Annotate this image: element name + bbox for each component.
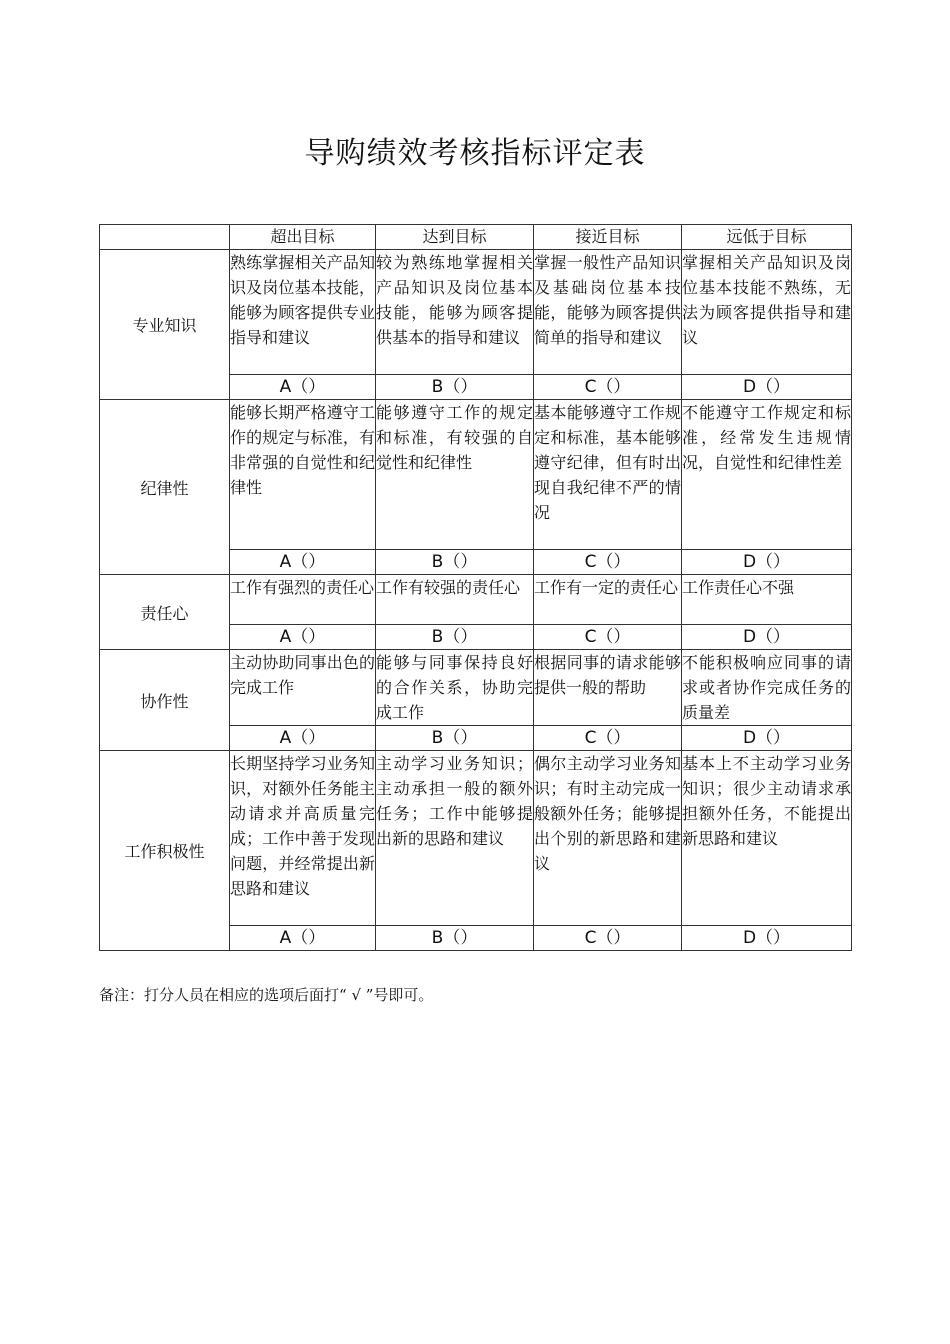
option-a-cell[interactable]: A（） xyxy=(230,375,376,400)
description-cell: 不能遵守工作规定和标准，经常发生违规情况，自觉性和纪律性差 xyxy=(682,400,852,550)
header-cell-exceed: 超出目标 xyxy=(230,225,376,250)
description-cell: 熟练掌握相关产品知识及岗位基本技能，能够为顾客提供专业指导和建议 xyxy=(230,250,376,375)
description-cell: 能够与同事保持良好的合作关系，协助完成工作 xyxy=(376,650,534,726)
description-cell: 基本能够遵守工作规定和标准，基本能够遵守纪律，但有时出现自我纪律不严的情况 xyxy=(534,400,682,550)
description-cell: 工作有一定的责任心 xyxy=(534,575,682,625)
table-row xyxy=(100,400,852,550)
description-cell: 主动学习业务知识；主动承担一般的额外任务；工作中能够提出新的思路和建议 xyxy=(376,751,534,926)
table-row xyxy=(100,650,852,726)
option-d-cell[interactable]: D（） xyxy=(682,726,852,751)
option-b-cell[interactable]: B（） xyxy=(376,726,534,751)
description-cell: 能够遵守工作的规定和标准，有较强的自觉性和纪律性 xyxy=(376,400,534,550)
option-d-cell[interactable]: D（） xyxy=(682,375,852,400)
option-c-cell[interactable]: C（） xyxy=(534,926,682,951)
option-d-cell[interactable]: D（） xyxy=(682,550,852,575)
option-b-cell[interactable]: B（） xyxy=(376,375,534,400)
category-cell: 专业知识 xyxy=(100,250,230,400)
evaluation-table xyxy=(99,224,852,951)
option-c-cell[interactable]: C（） xyxy=(534,550,682,575)
option-b-cell[interactable]: B（） xyxy=(376,926,534,951)
description-cell: 工作有强烈的责任心 xyxy=(230,575,376,625)
description-cell: 不能积极响应同事的请求或者协作完成任务的质量差 xyxy=(682,650,852,726)
page-title: 导购绩效考核指标评定表 xyxy=(304,136,646,171)
category-cell: 责任心 xyxy=(100,575,230,650)
footnote: 备注：打分人员在相应的选项后面打“ √ ”号即可。 xyxy=(99,986,434,1004)
description-cell: 掌握一般性产品知识及基础岗位基本技能，能够为顾客提供简单的指导和建议 xyxy=(534,250,682,375)
category-cell: 纪律性 xyxy=(100,400,230,575)
header-cell-blank xyxy=(100,225,230,250)
table-row xyxy=(100,250,852,375)
header-cell-meet: 达到目标 xyxy=(376,225,534,250)
table-row xyxy=(100,575,852,625)
option-c-cell[interactable]: C（） xyxy=(534,625,682,650)
description-cell: 偶尔主动学习业务知识；有时主动完成一般额外任务；能够提出个别的新思路和建议 xyxy=(534,751,682,926)
option-c-cell[interactable]: C（） xyxy=(534,375,682,400)
option-b-cell[interactable]: B（） xyxy=(376,625,534,650)
description-cell: 工作责任心不强 xyxy=(682,575,852,625)
description-cell: 较为熟练地掌握相关产品知识及岗位基本技能，能够为顾客提供基本的指导和建议 xyxy=(376,250,534,375)
option-a-cell[interactable]: A（） xyxy=(230,926,376,951)
option-a-cell[interactable]: A（） xyxy=(230,726,376,751)
header-row xyxy=(100,225,852,250)
description-cell: 基本上不主动学习业务知识；很少主动请求承担额外任务，不能提出新思路和建议 xyxy=(682,751,852,926)
option-a-cell[interactable]: A（） xyxy=(230,625,376,650)
option-a-cell[interactable]: A（） xyxy=(230,550,376,575)
table-row xyxy=(100,751,852,926)
description-cell: 掌握相关产品知识及岗位基本技能不熟练，无法为顾客提供指导和建议 xyxy=(682,250,852,375)
category-cell: 协作性 xyxy=(100,650,230,751)
description-cell: 工作有较强的责任心 xyxy=(376,575,534,625)
header-cell-near: 接近目标 xyxy=(534,225,682,250)
description-cell: 主动协助同事出色的完成工作 xyxy=(230,650,376,726)
description-cell: 长期坚持学习业务知识，对额外任务能主动请求并高质量完成；工作中善于发现问题，并经常提出新思路和建议 xyxy=(230,751,376,926)
option-c-cell[interactable]: C（） xyxy=(534,726,682,751)
header-cell-far-below: 远低于目标 xyxy=(682,225,852,250)
description-cell: 根据同事的请求能够提供一般的帮助 xyxy=(534,650,682,726)
option-b-cell[interactable]: B（） xyxy=(376,550,534,575)
description-cell: 能够长期严格遵守工作的规定与标准，有非常强的自觉性和纪律性 xyxy=(230,400,376,550)
option-d-cell[interactable]: D（） xyxy=(682,926,852,951)
option-d-cell[interactable]: D（） xyxy=(682,625,852,650)
category-cell: 工作积极性 xyxy=(100,751,230,951)
